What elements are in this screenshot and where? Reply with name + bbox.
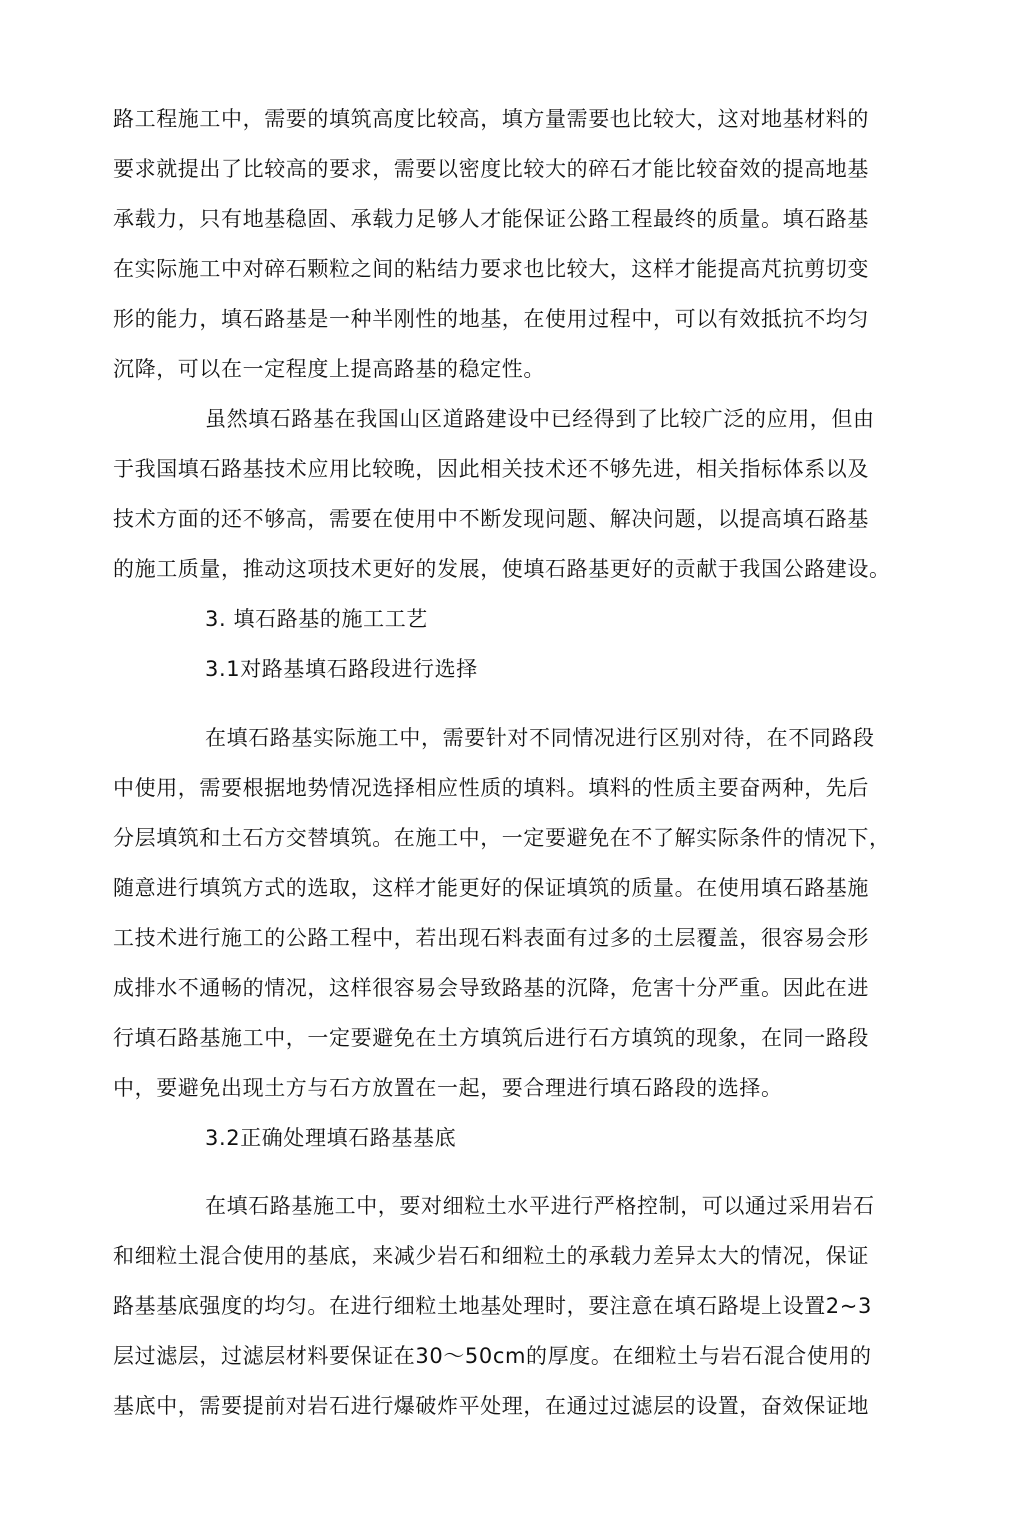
paragraph-1-line-1: 路工程施工中，需要的填筑高度比较高，填方量需要也比较大，这对地基材料的: [113, 107, 869, 131]
paragraph-3-line-6: 成排水不通畅的情况，这样很容易会导致路基的沉降，危害十分严重。因此在进: [113, 976, 869, 1000]
paragraph-2-line-4: 的施工质量，推动这项技术更好的发展，使填石路基更好的贡献于我国公路建设。: [113, 557, 891, 581]
paragraph-1-line-2: 要求就提出了比较高的要求，需要以密度比较大的碎石才能比较奋效的提高地基: [113, 157, 869, 181]
paragraph-1-line-4: 在实际施工中对碎石颗粒之间的粘结力要求也比较大，这样才能提高芃抗剪切变: [113, 257, 869, 281]
paragraph-2-line-1: 虽然填石路基在我国山区道路建设中已经得到了比较广泛的应用，但由: [205, 407, 875, 431]
section-heading-3: 3. 填石路基的施工工艺: [205, 607, 428, 631]
paragraph-3-line-8: 中，要避免出现土方与石方放置在一起，要合理进行填石路段的选择。: [113, 1076, 783, 1100]
paragraph-1-line-6: 沉降，可以在一定程度上提高路基的稳定性。: [113, 357, 545, 381]
paragraph-3-line-2: 中使用，需要根据地势情况选择相应性质的填料。填料的性质主要奋两种，先后: [113, 776, 869, 800]
paragraph-3-line-3: 分层填筑和土石方交替填筑。在施工中，一定要避免在不了解实际条件的情况下，: [113, 826, 891, 850]
paragraph-3-line-4: 随意进行填筑方式的选取，这样才能更好的保证填筑的质量。在使用填石路基施: [113, 876, 869, 900]
paragraph-4-line-2: 和细粒土混合使用的基底，来减少岩石和细粒土的承载力差异太大的情况，保证: [113, 1244, 869, 1268]
paragraph-2-line-3: 技术方面的还不够高，需要在使用中不断发现问题、解决问题，以提高填石路基: [113, 507, 869, 531]
paragraph-1-line-5: 形的能力，填石路基是一种半刚性的地基，在使用过程中，可以有效抵抗不均匀: [113, 307, 869, 331]
paragraph-3-line-5: 工技术进行施工的公路工程中，若出现石料表面有过多的土层覆盖，很容易会形: [113, 926, 869, 950]
paragraph-4-line-5: 基底中，需要提前对岩石进行爆破炸平处理，在通过过滤层的设置，奋效保证地: [113, 1394, 869, 1418]
paragraph-3-line-7: 行填石路基施工中，一定要避免在土方填筑后进行石方填筑的现象，在同一路段: [113, 1026, 869, 1050]
paragraph-1-line-3: 承载力，只有地基稳固、承载力足够人才能保证公路工程最终的质量。填石路基: [113, 207, 869, 231]
paragraph-4-line-1: 在填石路基施工中，要对细粒土水平进行严格控制，可以通过采用岩石: [205, 1194, 875, 1218]
paragraph-3-line-1: 在填石路基实际施工中，需要针对不同情况进行区别对待，在不同路段: [205, 726, 875, 750]
subsection-heading-3-2: 3.2正确处理填石路基基底: [205, 1126, 457, 1150]
subsection-heading-3-1: 3.1对路基填石路段进行选择: [205, 657, 478, 681]
paragraph-4-line-3: 路基基底强度的均匀。在进行细粒土地基处理时，要注意在填石路堤上设置2~3: [113, 1294, 872, 1318]
paragraph-2-line-2: 于我国填石路基技术应用比较晚，因此相关技术还不够先进，相关指标体系以及: [113, 457, 869, 481]
paragraph-4-line-4: 层过滤层，过滤层材料要保证在30～50cm的厚度。在细粒土与岩石混合使用的: [113, 1344, 872, 1368]
